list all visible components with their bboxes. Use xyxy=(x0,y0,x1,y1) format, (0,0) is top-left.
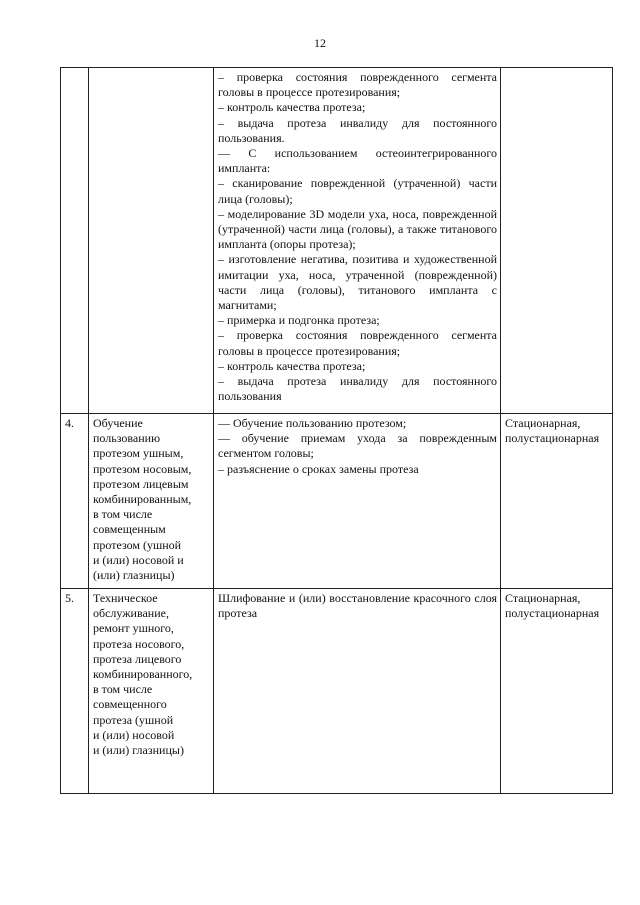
service-name-line: и (или) носовой xyxy=(93,727,175,742)
services-table xyxy=(60,67,613,794)
table-row xyxy=(61,414,613,589)
content-line: – примерка и подгонка протеза; xyxy=(218,313,380,328)
content-line: Шлифование и (или) восстановление красочного слоя протеза xyxy=(218,591,497,621)
content-line: – проверка состояния поврежденного сегмента головы в процессе протезирования; xyxy=(218,70,497,100)
service-name-line: Обучение xyxy=(93,416,143,430)
service-form-cell: Стационарная, полустационарная xyxy=(501,589,613,794)
service-name-line: комбинированным, xyxy=(93,492,192,507)
service-name-line: протезом (ушной xyxy=(93,537,182,552)
content-line: – выдача протеза инвалиду для постоянного пользования. xyxy=(218,115,497,145)
content-line: – контроль качества протеза; xyxy=(218,358,366,373)
service-name-line: совмещенного xyxy=(93,697,167,712)
content-line: – разъяснение о сроках замены протеза xyxy=(218,461,419,476)
service-name-line: комбинированного, xyxy=(93,667,193,682)
content-line: – изготовление негатива, позитива и художественной имитации уха, носа, утраченной (поврежденной) части лица (головы), титанового импланта с магнитами; xyxy=(218,252,497,313)
service-name-line: в том числе xyxy=(93,507,153,522)
service-content-cell xyxy=(214,414,501,589)
page-number: 12 xyxy=(314,36,326,50)
row-number-cell: 4. xyxy=(61,414,89,589)
service-name-line: и (или) глазницы) xyxy=(93,743,184,758)
table-row xyxy=(61,589,613,794)
content-line: — Обучение пользованию протезом; xyxy=(218,416,407,430)
content-line: – сканирование поврежденной (утраченной) части лица (головы); xyxy=(218,176,497,206)
row-number-cell xyxy=(61,68,89,414)
service-name-line: пользованию xyxy=(93,431,161,446)
row-number-cell: 5. xyxy=(61,589,89,794)
content-line: – контроль качества протеза; xyxy=(218,100,366,115)
content-line: — С использованием остеоинтегрированного импланта: xyxy=(218,146,497,176)
service-name-line: протеза лицевого xyxy=(93,651,182,666)
content-line: – проверка состояния поврежденного сегмента головы в процессе протезирования; xyxy=(218,328,497,358)
content-line: – моделирование 3D модели уха, носа, поврежденной (утраченной) части лица (головы), а также титанового импланта (опоры протеза); xyxy=(218,206,497,252)
service-name-cell xyxy=(89,414,214,589)
service-name-line: обслуживание, xyxy=(93,606,169,621)
content-line: – выдача протеза инвалиду для постоянного пользования xyxy=(218,374,497,404)
service-name-cell xyxy=(89,68,214,414)
service-name-line: (или) глазницы) xyxy=(93,568,175,583)
service-name-line: ремонт ушного, xyxy=(93,621,174,636)
service-name-line: совмещенным xyxy=(93,522,166,537)
content-line: — обучение приемам ухода за поврежденным сегментом головы; xyxy=(218,431,497,461)
table-row xyxy=(61,68,613,414)
service-name-line: протезом лицевым xyxy=(93,476,189,491)
service-name-cell xyxy=(89,589,214,794)
service-form-cell: Стационарная, полустационарная xyxy=(501,414,613,589)
service-name-line: протеза (ушной xyxy=(93,712,174,727)
service-name-line: и (или) носовой и xyxy=(93,552,184,567)
service-name-line: протеза носового, xyxy=(93,636,185,651)
service-name-line: в том числе xyxy=(93,682,153,697)
service-form-cell xyxy=(501,68,613,414)
service-content-cell xyxy=(214,68,501,414)
service-name-line: протезом носовым, xyxy=(93,461,192,476)
service-name-line: Техническое xyxy=(93,591,158,605)
service-name-line: протезом ушным, xyxy=(93,446,184,461)
service-content-cell xyxy=(214,589,501,794)
